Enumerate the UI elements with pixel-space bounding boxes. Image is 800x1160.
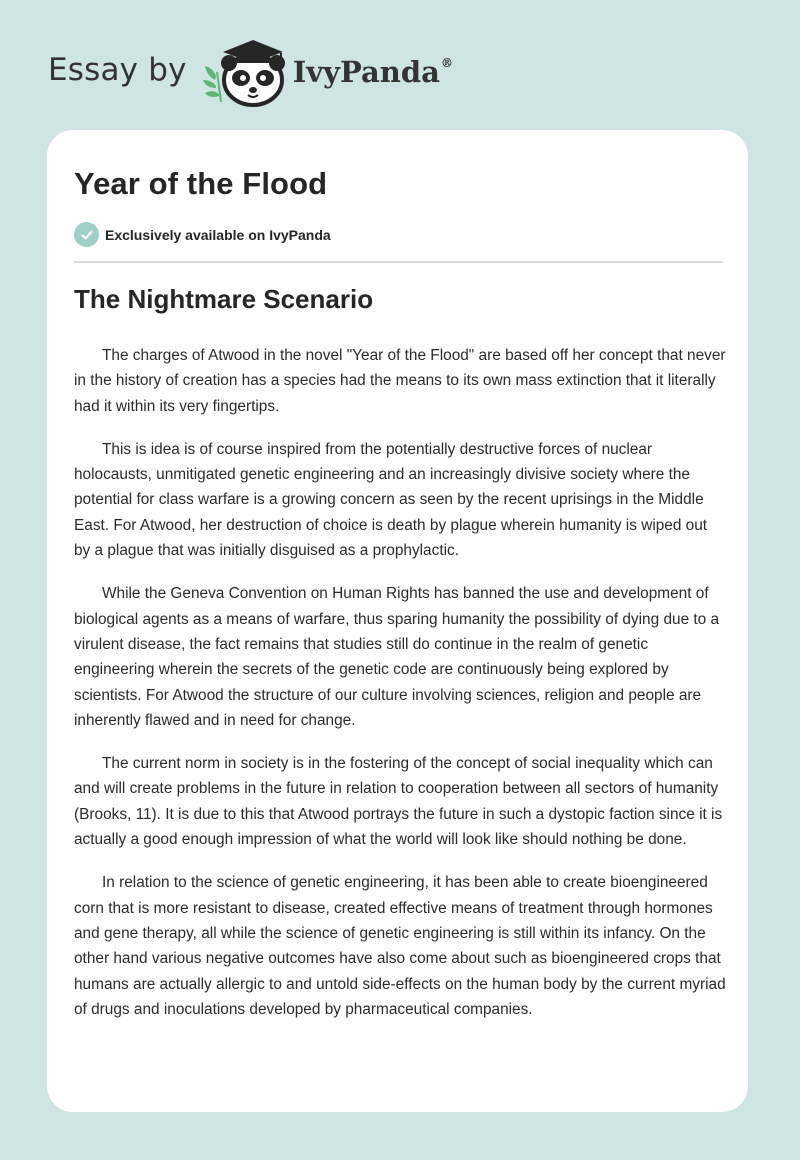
- brand-prefix: Essay by: [48, 52, 187, 88]
- exclusive-badge: [74, 222, 331, 247]
- paragraph: In relation to the science of genetic engineering, it has been able to create bioengineered corn that is more resistant to disease, created effective means of treatment through hormones and gene therapy, all while the science of genetic engineering is still within its infancy. On the other hand various negative outcomes have also come about such as bioengineered crops that humans are actually allergic to and untold side-effects on the human body by the current myriad of drugs and inoculations developed by pharmaceutical companies.: [74, 874, 726, 1018]
- registered-mark: ®: [440, 56, 453, 71]
- brand-name: IvyPanda®: [292, 55, 453, 89]
- leaf-icon: [203, 66, 221, 102]
- paragraph: While the Geneva Convention on Human Rights has banned the use and development of biological agents as a means of warfare, thus sparing humanity the possibility of dying due to a virulent disease, the fact remains that studies still do continue in the realm of genetic engineering wherein the secrets of the genetic code are continuously being explored by scientists. For Atwood the structure of our culture involving sciences, religion and people are inherently flawed and in need for change.: [74, 585, 720, 729]
- brand-logo[interactable]: [48, 36, 453, 108]
- paragraph: The charges of Atwood in the novel "Year of the Flood" are based off her concept that never in the history of creation has a species had the means to its own mass extinction that it literally had it within its very fingertips.: [74, 347, 726, 415]
- paragraph: The current norm in society is in the fostering of the concept of social inequality which can and will create problems in the future in relation to cooperation between all sectors of humanity (Brooks, 11). It is due to this that Atwood portrays the future in such a dystopic faction since it is actually a good enough impression of what the world will look like should nothing be done.: [74, 755, 723, 849]
- check-circle-icon: [74, 222, 99, 247]
- essay-card: [47, 130, 748, 1112]
- paragraph: This is idea is of course inspired from the potentially destructive forces of nuclear holocausts, unmitigated genetic engineering and an increasingly divisive society where the potential for class warfare is a growing concern as seen by the recent uprisings in the Middle East. For Atwood, her destruction of choice is death by plague wherein humanity is wiped out by a plague that was initially disguised as a prophylactic.: [74, 440, 708, 560]
- essay-body: [74, 343, 726, 1040]
- panda-mascot-icon: [201, 36, 291, 108]
- essay-title: Year of the Flood: [74, 166, 328, 201]
- exclusive-badge-label: Exclusively available on IvyPanda: [105, 226, 331, 243]
- title-divider: [74, 261, 723, 263]
- section-title: The Nightmare Scenario: [74, 284, 374, 314]
